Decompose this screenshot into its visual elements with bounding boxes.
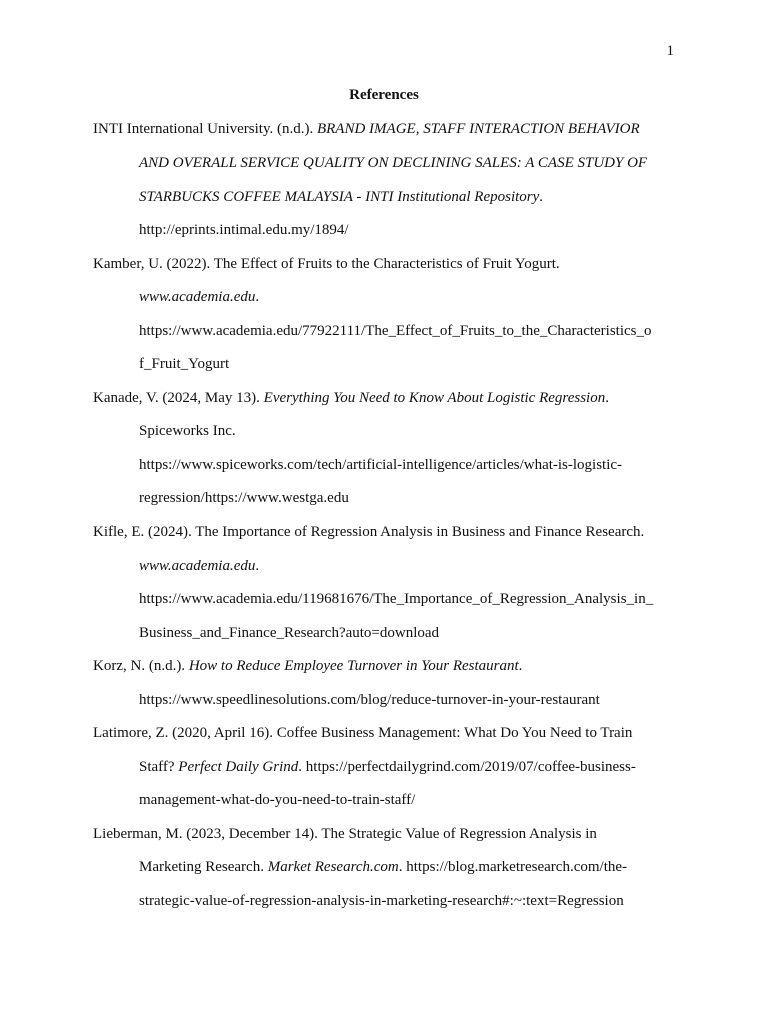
reference-url[interactable] xyxy=(139,321,652,341)
entry-url[interactable]: https://www.academia.edu/77922111/The_Effect_of_Fruits_to_the_Characteristics_o xyxy=(139,323,652,339)
reference-entry-latimore xyxy=(93,723,632,743)
entry-url[interactable]: . https://perfectdailygrind.com/2019/07/coffee-business- xyxy=(298,759,636,775)
entry-url[interactable]: strategic-value-of-regression-analysis-in-marketing-research#:~:text=Regression xyxy=(139,893,624,909)
entry-text: . xyxy=(518,658,523,674)
reference-line xyxy=(139,287,259,307)
entry-url[interactable]: Business_and_Finance_Research?auto=download xyxy=(139,625,440,641)
entry-text: . xyxy=(539,189,544,205)
entry-title: How to Reduce Employee Turnover in Your Restaurant xyxy=(188,658,519,674)
reference-url[interactable] xyxy=(139,790,415,810)
reference-url[interactable] xyxy=(139,488,349,508)
entry-url[interactable]: https://www.academia.edu/119681676/The_Importance_of_Regression_Analysis_in_ xyxy=(139,591,654,607)
reference-url[interactable] xyxy=(139,455,622,475)
entry-source: Perfect Daily Grind xyxy=(178,759,299,775)
reference-line xyxy=(139,187,543,207)
reference-entry-lieberman xyxy=(93,824,597,844)
reference-entry-inti xyxy=(93,119,640,139)
entry-text: Lieberman, M. (2023, December 14). The Strategic Value of Regression Analysis in xyxy=(93,826,597,842)
reference-entry-kifle xyxy=(93,522,644,542)
reference-url[interactable] xyxy=(139,354,229,374)
entry-title: AND OVERALL SERVICE QUALITY ON DECLINING SALES: A CASE STUDY OF xyxy=(139,155,648,171)
entry-url[interactable]: management-what-do-you-need-to-train-staff/ xyxy=(139,792,416,808)
entry-text: Korz, N. (n.d.). xyxy=(93,658,189,674)
reference-entry-korz xyxy=(93,656,522,676)
reference-line xyxy=(139,421,236,441)
entry-text: Kanade, V. (2024, May 13). xyxy=(93,390,264,406)
entry-text: Staff? xyxy=(139,759,179,775)
entry-url[interactable]: https://www.speedlinesolutions.com/blog/reduce-turnover-in-your-restaurant xyxy=(139,692,600,708)
entry-text: Kifle, E. (2024). The Importance of Regression Analysis in Business and Finance Research. xyxy=(93,524,645,540)
reference-entry-kamber xyxy=(93,254,560,274)
entry-text: . xyxy=(255,558,260,574)
reference-entry-kanade xyxy=(93,388,609,408)
entry-title: Everything You Need to Know About Logistic Regression xyxy=(263,390,606,406)
reference-url[interactable] xyxy=(139,589,653,609)
entry-source: www.academia.edu xyxy=(139,289,256,305)
reference-url[interactable] xyxy=(139,891,624,911)
entry-title: STARBUCKS COFFEE MALAYSIA - INTI Institutional Repository xyxy=(139,189,540,205)
entry-title: BRAND IMAGE, STAFF INTERACTION BEHAVIOR xyxy=(316,121,640,137)
entry-text: . xyxy=(605,390,609,406)
entry-url[interactable]: f_Fruit_Yogurt xyxy=(139,356,230,372)
entry-url[interactable]: http://eprints.intimal.edu.my/1894/ xyxy=(139,222,349,238)
reference-line xyxy=(139,556,259,576)
entry-text: Latimore, Z. (2020, April 16). Coffee Business Management: What Do You Need to Train xyxy=(93,725,633,741)
reference-url[interactable] xyxy=(139,690,600,710)
entry-publisher: Spiceworks Inc. xyxy=(139,423,236,439)
reference-line xyxy=(139,757,636,777)
reference-line xyxy=(139,153,647,173)
reference-url[interactable] xyxy=(139,623,439,643)
entry-text: . xyxy=(255,289,260,305)
entry-source: www.academia.edu xyxy=(139,558,256,574)
entry-source: Market Research.com xyxy=(267,859,399,875)
reference-url[interactable] xyxy=(139,220,349,240)
page-number: 1 xyxy=(666,43,674,59)
entry-text: Kamber, U. (2022). The Effect of Fruits to the Characteristics of Fruit Yogurt. xyxy=(93,256,560,272)
entry-url[interactable]: regression/https://www.westga.edu xyxy=(139,490,349,506)
entry-url[interactable]: https://www.spiceworks.com/tech/artificial-intelligence/articles/what-is-logistic- xyxy=(139,457,623,473)
entry-text: INTI International University. (n.d.). xyxy=(93,121,317,137)
reference-line xyxy=(139,857,627,877)
references-heading: References xyxy=(349,87,419,103)
entry-text: Marketing Research. xyxy=(139,859,268,875)
entry-url[interactable]: . https://blog.marketresearch.com/the- xyxy=(398,859,628,875)
